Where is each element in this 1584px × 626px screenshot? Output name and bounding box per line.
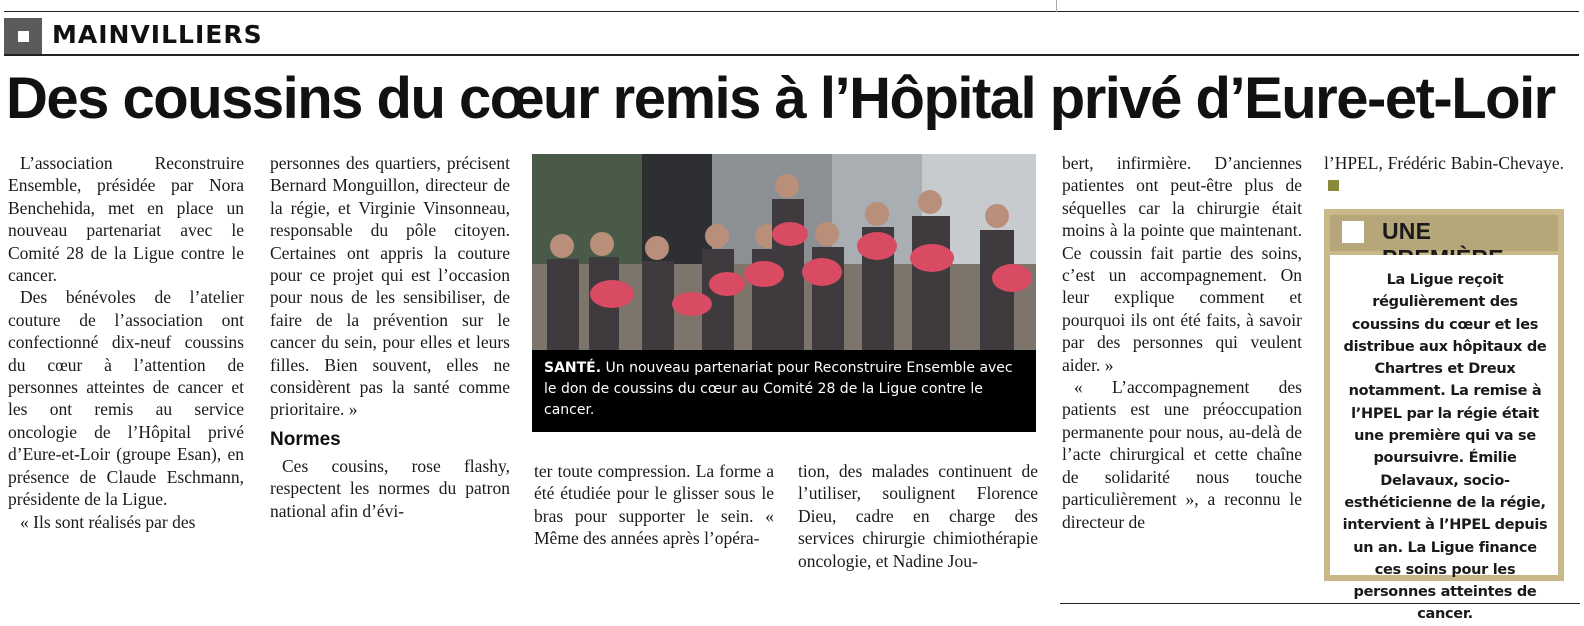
top-rule-tick [1056,0,1057,12]
caption-kicker: SANTÉ. [544,360,602,376]
article-column-5 [1062,152,1302,533]
sidebar-title-bar [1330,215,1558,251]
section-label: MAINVILLIERS [52,20,263,49]
paragraph: personnes des quartiers, précisent Bernard Monguillon, directeur de la régie, et Virginie Vinsonneau, responsable du pôle citoyen. Certaines ont appris la couture pour ce projet qui est l’occasion pour nous de les sensibiliser, de faire de la prévention sur le cancer du sein, pour elles et leurs filles. Bien souvent, elles ne considèrent pas la santé comme prioritaire. » [270,153,510,420]
article-column-2 [270,152,510,522]
paragraph: « Ils sont réalisés par des [20,511,196,532]
paragraph: L’association Reconstruire Ensemble, présidée par Nora Benchehida, met en place un nouveau partenariat avec le Comité 28 de la Ligue contre le cancer. [8,153,244,286]
group-photo-image [532,154,1036,350]
sidebar-body [1330,255,1558,623]
paragraph-text: l’HPEL, Frédéric Babin-Chevaye. [1324,153,1564,173]
section-square-icon [4,18,42,54]
paragraph: Ces cousins, rose flashy, respectent les normes du patron national afin d’évi- [270,455,510,521]
paragraph: ter toute compression. La forme a été étudiée pour le glisser sous le bras pour supporter le sein. « Même des années après l’opéra- [534,461,774,549]
article-photo [532,154,1036,432]
paragraph [1324,152,1564,197]
bottom-rule [1060,603,1580,604]
subheading: Normes [270,428,341,450]
sidebar-box [1324,209,1564,623]
section-header [4,18,1579,56]
paragraph: tion, des malades continuent de l’utiliser, soulignent Florence Dieu, cadre en charge des services chirurgie chimiothérapie oncologie, et Nadine Jou- [798,461,1038,571]
photo-caption [544,358,1028,421]
sidebar-text: La Ligue reçoit régulièrement des coussins du cœur et les distribue aux hôpitaux de Chartres et Dreux notamment. La remise à l’HPEL par la régie était une première qui va se poursuivre. Émilie Delavaux, socio-esthéticienne de la régie, intervient à l’HPEL depuis un an. La Ligue finance ces soins pour les personnes atteintes de cancer. [1342,272,1548,623]
paragraph: Des bénévoles de l’atelier couture de l’association ont confectionné dix-neuf coussins du cœur à l’attention de personnes atteintes de cancer et les ont remis au service oncologie de l’Hôpital privé d’Eure-et-Loir (groupe Esan), en présence de Claude Eschmann, présidente de la Ligue. [8,287,244,510]
paragraph: « L’accompagnement des patients est une préoccupation permanente pour nous, au-delà de l’acte chirurgical et cette chaîne de solidarité nous touche particulièrement », a reconnu le directeur de [1062,377,1302,532]
end-of-article-icon [1328,180,1339,191]
sidebar-title: UNE [1382,218,1432,244]
top-rule [4,11,1579,12]
article-column-1 [8,152,244,533]
article-column-4 [798,460,1038,572]
caption-text: Un nouveau partenariat pour Reconstruire Ensemble avec le don de coussins du cœur au Comité 28 de la Ligue contre le cancer. [544,360,1013,418]
article-headline: Des coussins du cœur remis à l’Hôpital privé d’Eure-et-Loir [6,66,1555,131]
square-icon [1342,221,1364,243]
article-column-3 [534,460,774,550]
paragraph: bert, infirmière. D’anciennes patientes ont peut-être plus de séquelles car la chirurgie était moins à la pointe que maintenant. Ce coussin fait partie des soins, c’est un accompagnement. On leur explique comment et pourquoi ils ont été faits, à savoir par des personnes qui veulent aider. » [1062,153,1302,375]
article-column-6 [1324,152,1564,197]
